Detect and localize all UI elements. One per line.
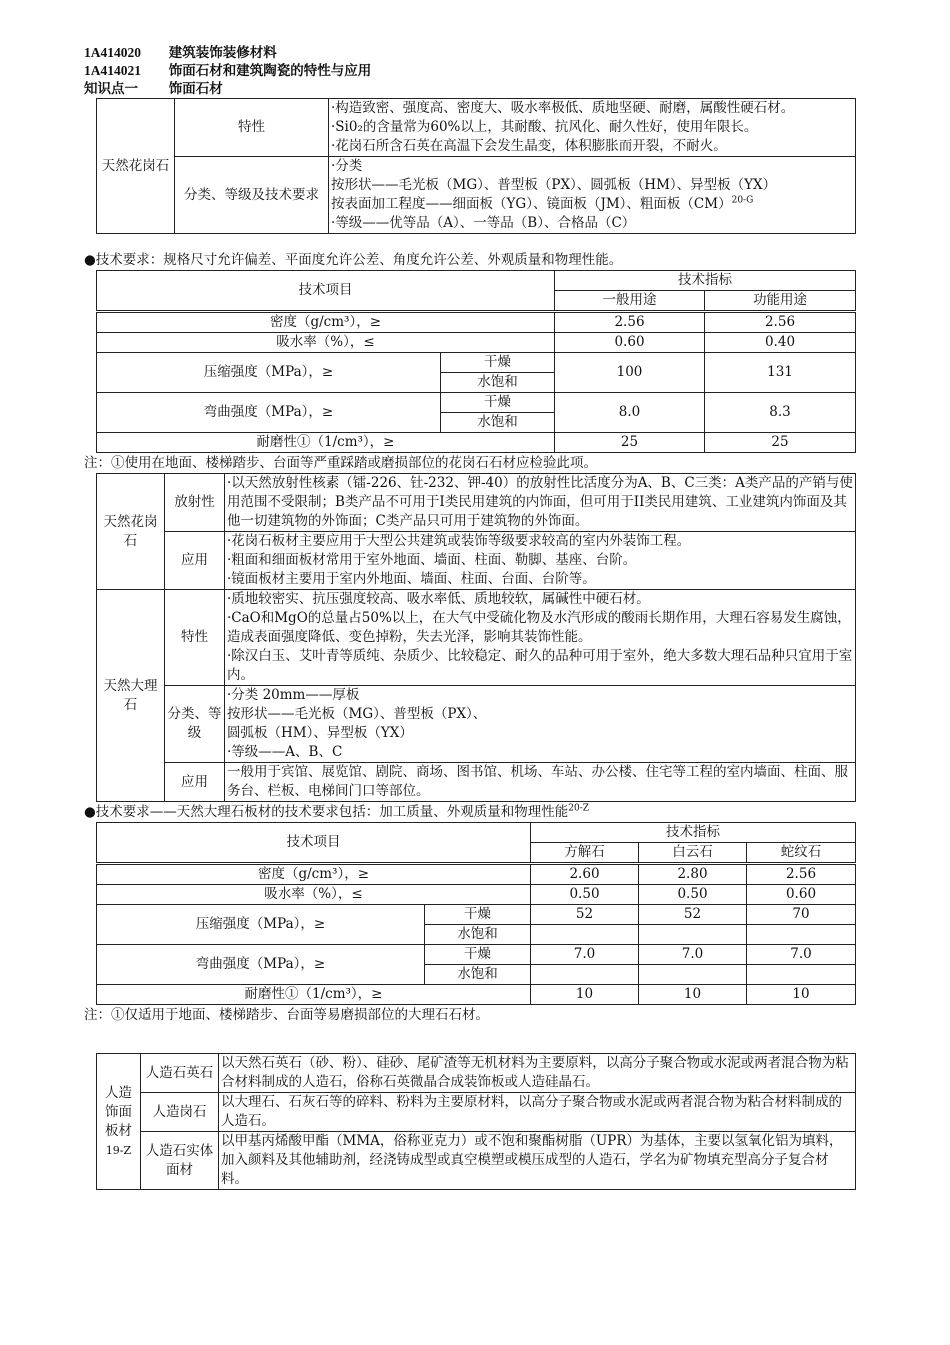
value-cell: 7.0 [747,945,856,965]
sub-item-cell: 水饱和 [441,373,555,393]
row-label: 应用 [165,763,225,802]
column-header: 功能用途 [705,291,856,312]
value-cell: 8.3 [705,393,856,433]
value-cell: 10 [747,985,856,1005]
header-item: 技术项目 [97,271,555,312]
stone-application-table [96,473,856,802]
row-label: 放射性 [165,474,225,532]
exam-tag: 19-Z [105,1143,132,1157]
sub-item-cell: 干燥 [441,393,555,413]
value-cell: 10 [531,985,639,1005]
sub-item-cell: 水饱和 [425,925,531,945]
value-cell: 0.60 [555,333,705,353]
sub-item-cell: 水饱和 [425,965,531,985]
item-cell: 密度（g/cm³），≥ [97,312,555,333]
row-label: 应用 [165,532,225,590]
row-label: 人造石实体面材 [141,1132,219,1190]
item-cell: 耐磨性①（1/cm³），≥ [97,433,555,453]
item-cell: 耐磨性①（1/cm³），≥ [97,985,531,1005]
sub-item-cell: 干燥 [425,905,531,925]
item-cell: 密度（g/cm³），≥ [97,864,531,885]
value-cell: 0.40 [705,333,856,353]
marble-requirements-table [96,822,856,1005]
sub-item-cell: 水饱和 [441,413,555,433]
value-cell: 8.0 [555,393,705,433]
value-cell: 70 [747,905,856,925]
item-cell: 吸水率（%），≤ [97,333,555,353]
column-header: 方解石 [531,843,639,864]
value-cell: 131 [705,353,856,393]
row-label: 人造岗石 [141,1093,219,1132]
header-item: 技术项目 [97,823,531,864]
item-cell: 弯曲强度（MPa），≥ [97,393,441,433]
section-heading: 1A414020 建筑装饰装修材料 [84,45,277,61]
category-cell: 人造饰面板材 19-Z [97,1054,141,1190]
value-cell: 25 [705,433,856,453]
header-index: 技术指标 [555,271,856,291]
value-cell: 52 [639,905,747,925]
category-cell: 天然花岗石 [97,99,175,234]
row-content: ·花岗石板材主要应用于大型公共建筑或装饰等级要求较高的室内外装饰工程。 ·粗面和细面板材常用于室外地面、墙面、柱面、勒脚、基座、台阶。 ·镜面板材主要用于室内外地面、墙面、柱面、台面、台阶等。 [225,532,856,590]
value-cell: 100 [555,353,705,393]
row-label: 分类、等级及技术要求 [175,157,329,234]
value-cell: 2.60 [531,864,639,885]
exam-tag: 20-Z [568,803,590,814]
sub-item-cell: 干燥 [441,353,555,373]
item-cell: 弯曲强度（MPa），≥ [97,945,425,985]
row-label: 人造石英石 [141,1054,219,1093]
value-cell: 2.56 [705,312,856,333]
value-cell: 52 [531,905,639,925]
exam-tag: 20-G [731,195,754,206]
row-label: 分类、等级 [165,686,225,763]
subsection-heading: 1A414021 饰面石材和建筑陶瓷的特性与应用 [84,63,372,79]
row-content: ·分类 按形状——毛光板（MG）、普型板（PX）、圆弧板（HM）、异型板（YX） 按表面加工程度——细面板（YG）、镜面板（JM）、粗面板（CM）$^{20-G}$ ·等级——优等品（A）、一等品（B）、合格品（C） [329,157,856,234]
item-cell: 吸水率（%），≤ [97,885,531,905]
value-cell: 2.80 [639,864,747,885]
row-content: 以大理石、石灰石等的碎料、粉料为主要原材料，以高分子聚合物或水泥或两者混合物为粘合材料制成的人造石。 [219,1093,856,1132]
value-cell: 25 [555,433,705,453]
knowledge-point-heading: 知识点一 饰面石材 [84,81,223,97]
granite-requirements-table [96,270,856,453]
item-cell: 压缩强度（MPa），≥ [97,905,425,945]
row-content: ·构造致密、强度高、密度大、吸水率极低、质地坚硬、耐磨，属酸性硬石材。 ·Si0₂的含量常为60%以上，其耐酸、抗风化、耐久性好，使用年限长。 ·花岗石所含石英在高温下会发生晶变，体积膨胀而开裂，不耐火。 [329,99,856,157]
sub-item-cell: 干燥 [425,945,531,965]
row-content: 一般用于宾馆、展览馆、剧院、商场、图书馆、机场、车站、办公楼、住宅等工程的室内墙面、柱面、服务台、栏板、电梯间门口等部位。 [225,763,856,802]
column-header: 一般用途 [555,291,705,312]
header-index: 技术指标 [531,823,856,843]
value-cell: 2.56 [747,864,856,885]
category-cell: 天然大理石 [97,590,165,802]
granite-properties-table [96,98,856,234]
row-content: 以天然石英石（砂、粉）、硅砂、尾矿渣等无机材料为主要原料，以高分子聚合物或水泥或两者混合物为粘合材料制成的人造石，俗称石英微晶合成装饰板或人造硅晶石。 [219,1054,856,1093]
value-cell: 0.60 [747,885,856,905]
row-content: ·以天然放射性核素（镭-226、钍-232、钾-40）的放射性比活度分为A、B、C三类：A类产品的产销与使用范围不受限制；B类产品不可用于I类民用建筑的内饰面，但可用于II类民用建筑、工业建筑内饰面及其他一切建筑物的外饰面；C类产品只可用于建筑物的外饰面。 [225,474,856,532]
granite-req-bullet: ●技术要求：规格尺寸允许偏差、平面度允许公差、角度允许公差、外观质量和物理性能。 [84,252,623,268]
value-cell: 2.56 [555,312,705,333]
value-cell: 0.50 [531,885,639,905]
marble-req-note: 注：①仅适用于地面、楼梯踏步、台面等易磨损部位的大理石石材。 [84,1007,489,1023]
item-cell: 压缩强度（MPa），≥ [97,353,441,393]
row-content: 以甲基丙烯酸甲酯（MMA，俗称亚克力）或不饱和聚酯树脂（UPR）为基体，主要以氢氧化铝为填料，加入颜料及其他辅助剂，经浇铸成型或真空模塑或模压成型的人造石，学名为矿物填充型高分子复合材料。 [219,1132,856,1190]
value-cell: 10 [639,985,747,1005]
marble-req-bullet: ●技术要求——天然大理石板材的技术要求包括：加工质量、外观质量和物理性能$^{20-Z}$ [84,803,590,820]
column-header: 蛇纹石 [747,843,856,864]
row-content: ·质地较密实、抗压强度较高、吸水率低、质地较软，属碱性中硬石材。 ·CaO和MgO的总量占50%以上，在大气中受硫化物及水汽形成的酸雨长期作用，大理石容易发生腐蚀，造成表面强度降低、变色掉粉，失去光泽，影响其装饰性能。 ·除汉白玉、艾叶青等质纯、杂质少、比较稳定、耐久的品种可用于室外，绝大多数大理石品种只宜用于室内。 [225,590,856,686]
value-cell: 7.0 [639,945,747,965]
granite-req-note: 注：①使用在地面、楼梯踏步、台面等严重踩踏或磨损部位的花岗石石材应检验此项。 [84,455,597,471]
category-cell: 天然花岗石 [97,474,165,590]
value-cell: 0.50 [639,885,747,905]
row-label: 特性 [165,590,225,686]
value-cell: 7.0 [531,945,639,965]
document-page [84,44,856,1190]
artificial-stone-table [96,1053,856,1190]
row-label: 特性 [175,99,329,157]
row-content: ·分类 20mm——厚板 按形状——毛光板（MG）、普型板（PX）、 圆弧板（HM）、异型板（YX） ·等级——A、B、C [225,686,856,763]
column-header: 白云石 [639,843,747,864]
